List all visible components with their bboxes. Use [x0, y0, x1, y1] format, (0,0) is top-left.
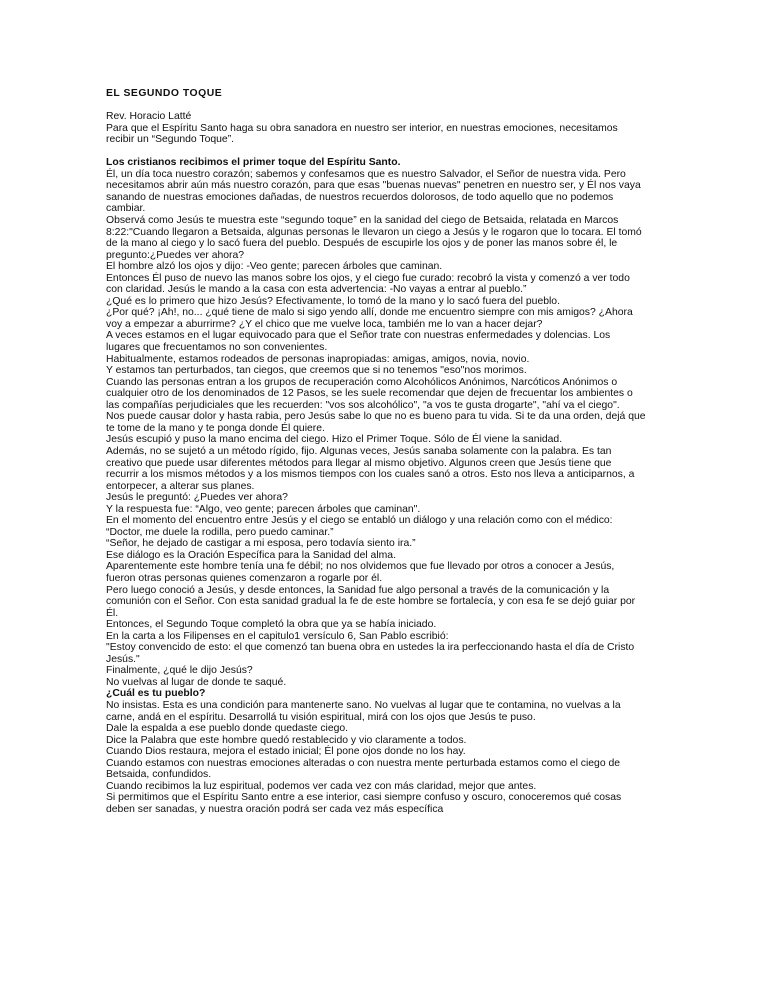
text-line: lugares que frecuentamos no son convenientes. — [106, 342, 328, 354]
text-line: El hombre alzó los ojos y dijo: -Veo gente; parecen árboles que caminan. — [106, 261, 443, 273]
document-body — [106, 111, 706, 815]
paragraph-gap — [106, 146, 706, 158]
text-line: "Estoy convencido de esto: el que comenzó tan buena obra en ustedes la ira perfeccionando hasta el día de Cristo — [106, 642, 635, 654]
document-title: EL SEGUNDO TOQUE — [106, 88, 223, 99]
text-line: pregunto:¿Puedes ver ahora? — [106, 249, 245, 261]
section-heading-line: Los cristianos recibimos el primer toque del Espíritu Santo. — [106, 157, 401, 169]
text-line: Pero luego conoció a Jesús, y desde entonces, la Sanidad fue algo personal a través de la comunicación y la — [106, 584, 610, 596]
text-line: No insistas. Esta es una condición para mantenerte sano. No vuelvas al lugar que te contamina, no vuelvas a la — [106, 699, 621, 711]
text-line: Cuando estamos con nuestras emociones alteradas o con nuestra mente perturbada estamos como el ciego de — [106, 757, 621, 769]
text-line: comunión con el Señor. Con esta sanidad gradual la fe de este hombre se fortalecía, y con esa fe se dejó guiar por — [106, 596, 636, 608]
text-line: Habitualmente, estamos rodeados de personas inapropiadas: amigas, amigos, novia, novio. — [106, 353, 530, 365]
text-line: Betsaida, confundidos. — [106, 769, 212, 781]
text-line: Jesús escupió y puso la mano encima del ciego. Hizo el Primer Toque. Sólo de Él viene la sanidad. — [106, 434, 563, 446]
text-line: Dale la espalda a ese pueblo donde quedaste ciego. — [106, 723, 349, 735]
text-line: En la carta a los Filipenses en el capitulo1 versículo 6, San Pablo escribió: — [106, 630, 449, 642]
text-line: ¿Qué es lo primero que hizo Jesús? Efectivamente, lo tomó de la mano y lo sacó fuera del pueblo. — [106, 295, 560, 307]
text-line: Si permitimos que el Espíritu Santo entre a ese interior, casi siempre confuso y oscuro, conoceremos qué cosas — [106, 792, 622, 804]
text-line: Además, no se sujetó a un método rígido, fijo. Algunas veces, Jesús sanaba solamente con la palabra. Es tan — [106, 445, 612, 457]
text-line: Dice la Palabra que este hombre quedó restablecido y vio claramente a todos. — [106, 734, 467, 746]
section-heading-line: ¿Cuál es tu pueblo? — [106, 688, 206, 700]
text-line: Entonces Él puso de nuevo las manos sobre los ojos, y el ciego fue curado: recobró la vista y comenzó a ver todo — [106, 272, 630, 284]
text-line: las compañías perjudiciales que les recuerden: "vos sos alcohólico", "a vos te gusta drogarte", "ahí va el ciego". — [106, 399, 620, 411]
text-line: Observá como Jesús te muestra este “segundo toque” en la sanidad del ciego de Betsaida, relatada en Marcos — [106, 215, 619, 227]
text-line: cualquier otro de los denominados de 12 Pasos, se les suele recomendar que dejen de frecuentar los ambientes o — [106, 388, 633, 400]
text-line: Finalmente, ¿qué le dijo Jesús? — [106, 665, 253, 677]
text-line: Para que el Espíritu Santo haga su obra sanadora en nuestro ser interior, en nuestras emociones, necesitamos — [106, 122, 618, 134]
text-line: “Doctor, me duele la rodilla, pero puedo caminar.” — [106, 526, 334, 538]
text-line: Cuando Dios restaura, mejora el estado inicial; Él pone ojos donde no los hay. — [106, 746, 466, 758]
spacer — [106, 100, 706, 112]
text-line: cambiar. — [106, 203, 146, 215]
text-line: No vuelvas al lugar de donde te saqué. — [106, 676, 287, 688]
text-line: Cuando las personas entran a los grupos de recuperación como Alcohólicos Anónimos, Narcóticos Anónimos o — [106, 376, 618, 388]
text-line: Y estamos tan perturbados, tan ciegos, que creemos que si no tenemos "eso"nos morimos. — [106, 365, 527, 377]
text-line: Rev. Horacio Latté — [106, 111, 192, 123]
text-line: entorpecer, a alterar sus planes. — [106, 480, 255, 492]
document-page — [106, 88, 706, 815]
text-line: Jesús le preguntó: ¿Puedes ver ahora? — [106, 492, 288, 504]
text-line: sanando de nuestras emociones dañadas, de nuestros recuerdos dolorosos, de todo aquello que no podemos — [106, 191, 614, 203]
text-line: “Señor, he dejado de castigar a mi esposa, pero todavía siento ira.” — [106, 538, 416, 550]
text-line: Aparentemente este hombre tenía una fe débil; no nos olvidemos que fue llevado por otros a conocer a Jesús, — [106, 561, 615, 573]
text-line: Entonces, el Segundo Toque completó la obra que ya se había iniciado. — [106, 619, 437, 631]
text-line: Y la respuesta fue: “Algo, veo gente; parecen árboles que caminan". — [106, 503, 421, 515]
text-line: te tome de la mano y te ponga donde Él quiere. — [106, 422, 325, 434]
text-line: Él. — [106, 607, 119, 619]
text-line: necesitamos abrir aún más nuestro corazón, para que esas "buenas nuevas" penetren en nuestro ser, y Él nos vaya — [106, 180, 641, 192]
text-line: carne, andá en el espíritu. Desarrollá tu visión espiritual, mirá con los ojos que Jesús te puso. — [106, 711, 536, 723]
text-line: En el momento del encuentro entre Jesús y el ciego se entabló un diálogo y una relación como con el médico: — [106, 515, 613, 527]
text-line: Él, un día toca nuestro corazón; sabemos y confesamos que es nuestro Salvador, el Señor de nuestra vida. Pero — [106, 168, 626, 180]
text-line: creativo que puede usar diferentes métodos para llegar al mismo objetivo. Algunos creen que Jesús tiene que — [106, 457, 612, 469]
text-line: Jesús." — [106, 653, 140, 665]
text-line: recibir un “Segundo Toque”. — [106, 134, 235, 146]
text-line: ¿Por qué? ¡Ah!, no... ¿qué tiene de malo si sigo yendo allí, donde me encuentro siempre con mis amigos? ¿Ahora — [106, 307, 633, 319]
text-line: recurrir a los mismos métodos y a los mismos tiempos con los cuales sanó a otros. Esto nos lleva a anticiparnos, a — [106, 469, 635, 481]
text-line: deben ser sanadas, y nuestra oración podrá ser cada vez más específica — [106, 803, 444, 815]
text-line: voy a empezar a aburrirme? ¿Y el chico que me vuelve loca, también me lo van a hacer dejar? — [106, 318, 543, 330]
text-line: de la mano al ciego y lo sacó fuera del pueblo. Después de escupirle los ojos y de poner las manos sobre él, le — [106, 238, 618, 250]
text-line: Nos puede causar dolor y hasta rabia, pero Jesús sabe lo que no es bueno para tu vida. Si te da una orden, dejá que — [106, 411, 646, 423]
text-line: Ese diálogo es la Oración Específica para la Sanidad del alma. — [106, 549, 396, 561]
text-line: 8:22:"Cuando llegaron a Betsaida, algunas personas le llevaron un ciego a Jesús y le rogaron que lo tocara. El tomó — [106, 226, 642, 238]
text-line: Cuando recibimos la luz espiritual, podemos ver cada vez con más claridad, mejor que antes. — [106, 780, 537, 792]
text-line: fueron otras personas quienes comenzaron a rogarle por él. — [106, 572, 383, 584]
text-line: A veces estamos en el lugar equivocado para que el Señor trate con nuestras enfermedades y dolencias. Los — [106, 330, 611, 342]
text-line: con claridad. Jesús le mando a la casa con esta advertencia: -No vayas a entrar al pueblo.” — [106, 284, 527, 296]
